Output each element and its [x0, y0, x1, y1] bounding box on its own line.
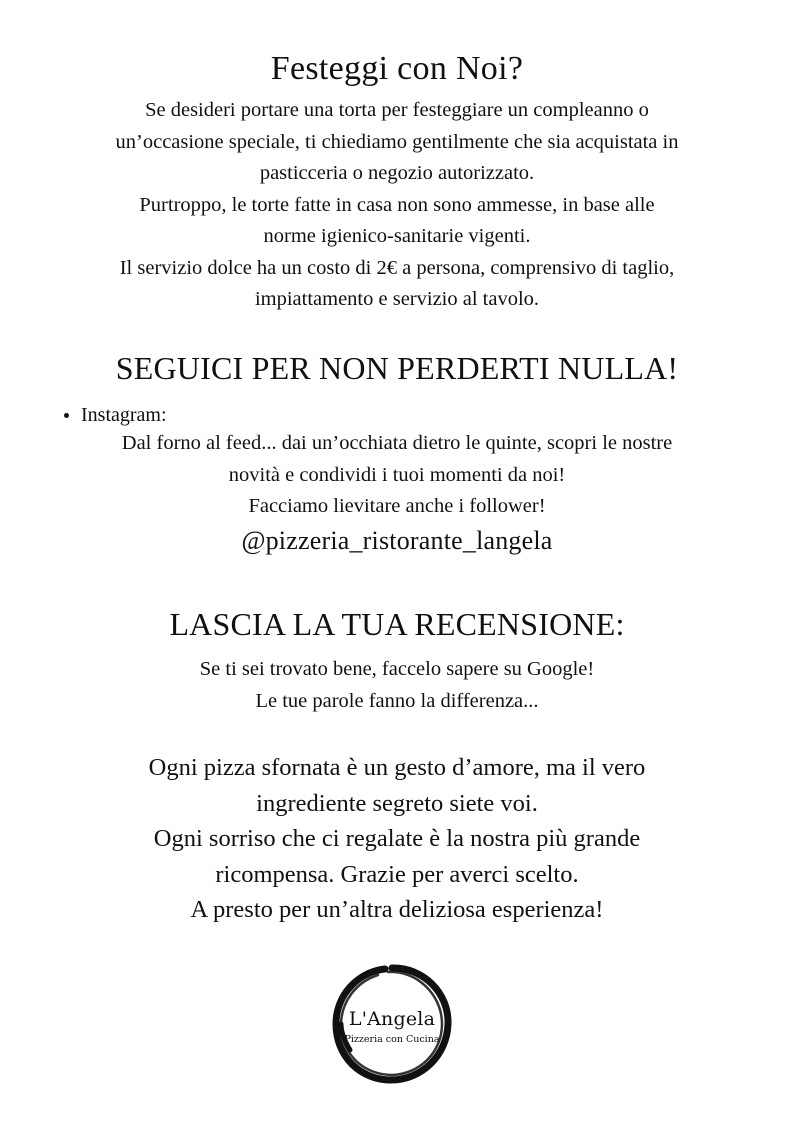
review-title: LASCIA LA TUA RECENSIONE: — [169, 606, 625, 642]
closing-text — [20, 750, 774, 928]
review-text — [20, 654, 774, 717]
closing-line: Ogni sorriso che ci regalate è la nostra più grande — [153, 825, 641, 852]
review-line: Se ti sei trovato bene, faccelo sapere su Google! — [199, 658, 595, 680]
follow-line: novità e condividi i tuoi momenti da noi! — [228, 463, 566, 486]
party-line: norme igienico-sanitarie vigenti. — [263, 225, 531, 247]
party-line: Il servizio dolce ha un costo di 2€ a persona, comprensivo di taglio, — [119, 256, 675, 279]
party-text — [20, 95, 774, 316]
follow-text — [20, 428, 774, 523]
party-line: Purtroppo, le torte fatte in casa non sono ammesse, in base alle — [139, 193, 655, 216]
closing-line: ricompensa. Grazie per averci scelto. — [215, 860, 579, 888]
party-line: Se desideri portare una torta per festeggiare un compleanno o — [145, 99, 649, 121]
instagram-label: Instagram: — [81, 404, 167, 426]
follow-title: SEGUICI PER NON PERDERTI NULLA! — [115, 350, 679, 386]
closing-line: ingrediente segreto siete voi. — [256, 789, 538, 817]
follow-line: Facciamo lievitare anche i follower! — [248, 495, 546, 517]
logo-subtitle: Pizzeria con Cucina — [344, 1034, 440, 1045]
bullet-icon — [64, 413, 69, 418]
party-line: pasticceria o negozio autorizzato. — [259, 162, 535, 184]
closing-line: Ogni pizza sfornata è un gesto d’amore, ma il vero — [148, 754, 646, 781]
party-line: un’occasione speciale, ti chiediamo gentilmente che sia acquistata in — [115, 130, 679, 153]
party-line: impiattamento e servizio al tavolo. — [254, 288, 540, 310]
closing-line: A presto per un’altra deliziosa esperienza! — [190, 896, 604, 923]
instagram-handle[interactable]: @pizzeria_ristorante_langela — [241, 526, 553, 555]
follow-line: Dal forno al feed... dai un’occhiata dietro le quinte, scopri le nostre — [121, 432, 673, 454]
party-title: Festeggi con Noi? — [270, 50, 524, 87]
instagram-bullet — [64, 404, 167, 427]
logo-name: L'Angela — [348, 1008, 436, 1030]
restaurant-logo — [330, 962, 454, 1086]
review-line: Le tue parole fanno la differenza... — [255, 689, 539, 712]
